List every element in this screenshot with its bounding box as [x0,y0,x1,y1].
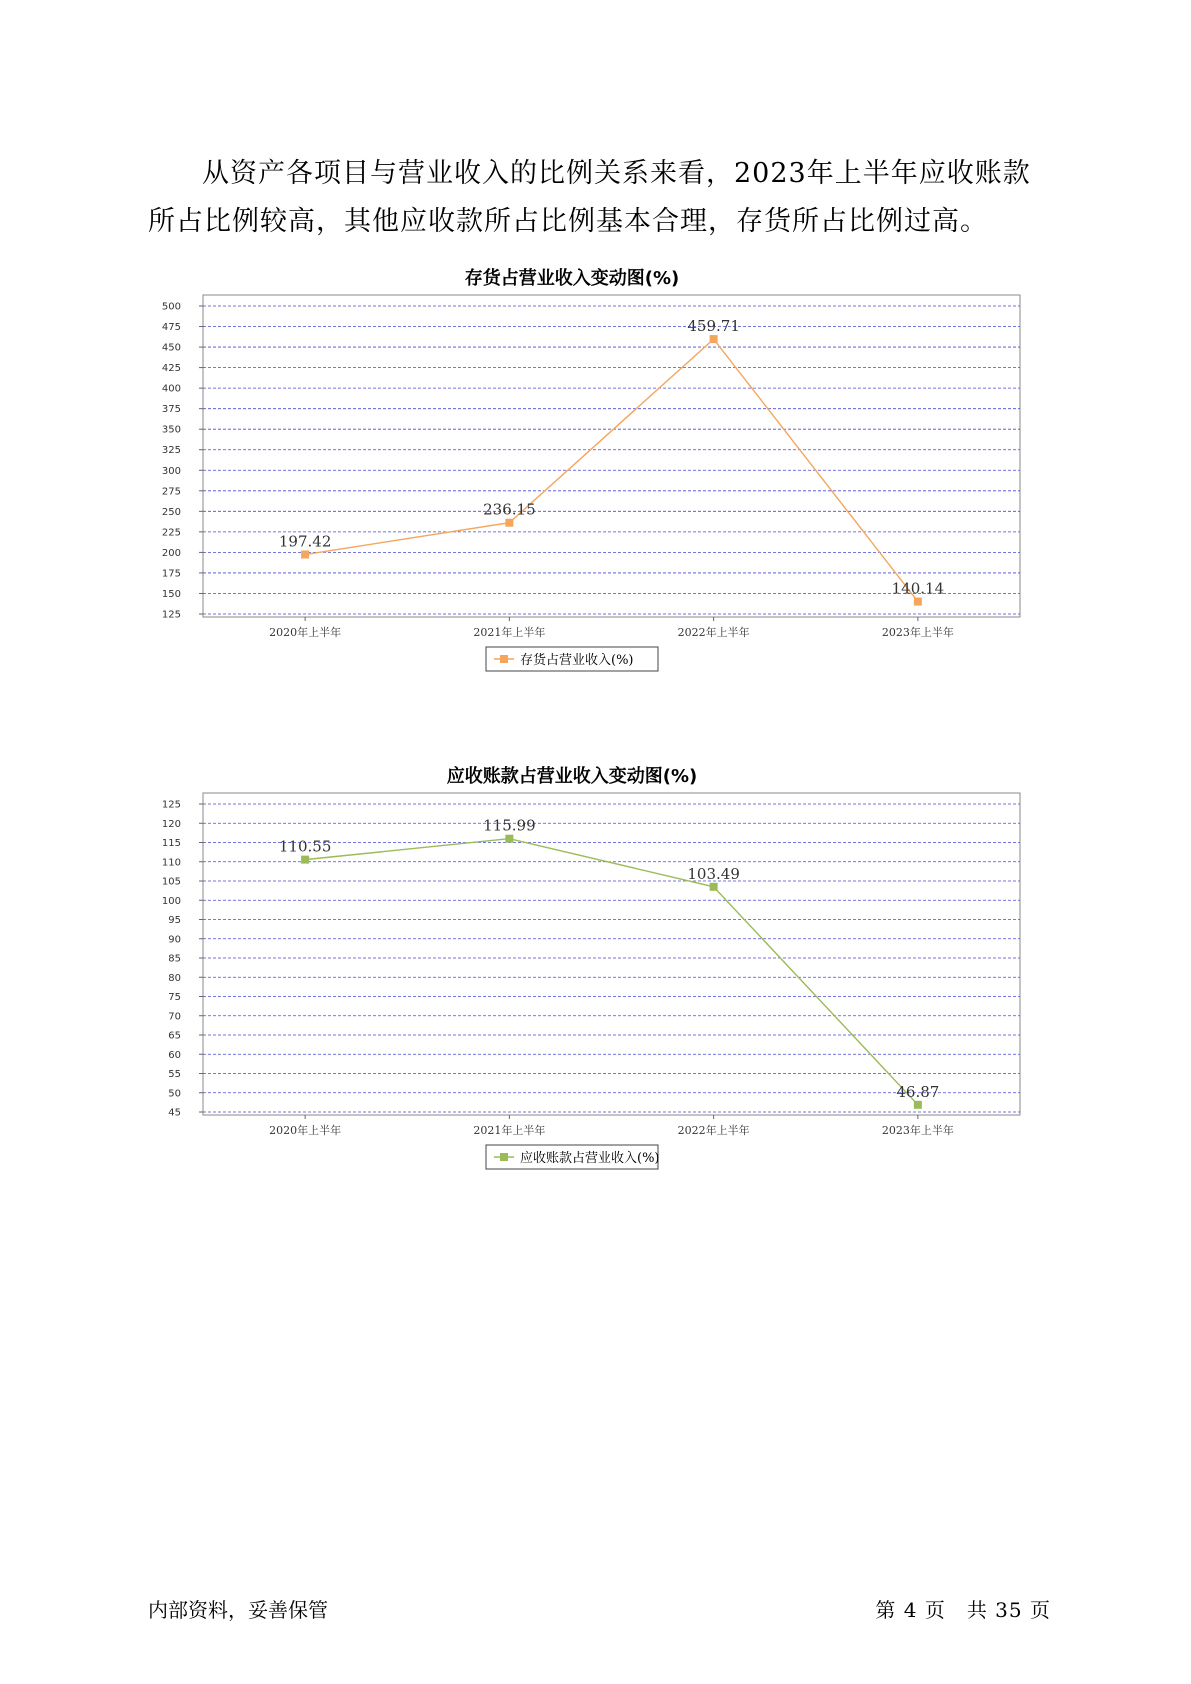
chart1-x-tick-label: 2020年上半年 [269,1124,342,1137]
chart1-data-label: 110.55 [278,837,332,856]
chart0-title: 存货占营业收入变动图(%) [464,268,680,289]
chart1-x-tick-label: 2023年上半年 [881,1124,954,1137]
chart1-legend-label: 应收账款占营业收入(%) [520,1151,660,1166]
chart0-y-tick-label: 450 [161,342,181,354]
chart0-data-point [301,551,309,559]
chart1-y-tick-label: 110 [161,857,181,869]
chart0-data-label: 197.42 [278,532,332,551]
chart1-y-tick-label: 90 [168,934,181,946]
chart0-data-label: 459.71 [687,317,740,336]
chart0-data-point [914,598,922,606]
chart0-x-tick-label: 2023年上半年 [881,626,954,639]
chart1-y-tick-label: 80 [168,972,181,984]
intro-paragraph [148,150,1048,246]
chart0-y-tick-label: 325 [161,445,181,457]
chart0-y-tick-label: 200 [161,547,181,559]
chart1-y-tick-label: 65 [168,1030,181,1042]
receivables-ratio-chart [150,760,1030,1220]
chart1-data-point [505,835,513,843]
chart1-y-tick-label: 105 [161,876,181,888]
chart0-y-tick-label: 500 [161,301,181,313]
chart0-x-tick-label: 2022年上半年 [677,626,750,639]
chart1-y-tick-label: 60 [168,1049,181,1061]
chart1-y-tick-label: 55 [168,1069,181,1080]
chart0-y-tick-label: 350 [161,424,181,436]
chart1-y-tick-label: 120 [161,818,181,830]
chart1-legend-marker [500,1153,508,1161]
chart0-data-label: 236.15 [483,500,536,519]
inventory-ratio-chart-svg [150,262,1030,722]
inventory-ratio-chart [150,262,1030,722]
chart1-data-point [710,883,718,891]
chart1-data-point [301,856,309,864]
chart1-data-point [914,1101,922,1109]
footer-page-number: 第 4 页 共 35 页 [875,1598,1051,1622]
footer-confidential: 内部资料，妥善保管 [148,1598,328,1622]
chart1-x-tick-label: 2022年上半年 [677,1124,750,1137]
chart1-title: 应收账款占营业收入变动图(%) [446,766,698,787]
chart1-y-tick-label: 45 [168,1107,181,1119]
chart0-legend-label: 存货占营业收入(%) [520,653,634,668]
paragraph-text: 从资产各项目与营业收入的比例关系来看，2023年上半年应收账款所占比例较高，其他应收款所占比例基本合理，存货所占比例过高。 [148,158,1031,237]
chart1-y-tick-label: 70 [168,1011,181,1023]
chart0-legend-marker [500,655,508,663]
chart1-y-tick-label: 115 [161,838,181,849]
chart0-y-tick-label: 375 [161,404,181,416]
chart0-y-tick-label: 150 [161,588,181,600]
chart1-y-tick-label: 85 [168,953,181,965]
chart1-x-tick-label: 2021年上半年 [473,1124,546,1137]
chart0-y-tick-label: 250 [161,506,181,518]
chart1-y-tick-label: 100 [161,895,181,907]
chart0-y-tick-label: 175 [161,568,181,580]
chart0-data-point [505,519,513,527]
chart0-y-tick-label: 475 [161,322,181,334]
chart0-y-tick-label: 400 [161,383,181,395]
chart0-y-tick-label: 300 [161,465,181,477]
chart0-data-label: 140.14 [891,579,945,598]
chart0-x-tick-label: 2021年上半年 [473,626,546,639]
chart1-data-label: 103.49 [687,864,740,883]
chart0-y-tick-label: 225 [161,527,181,539]
chart0-data-point [710,335,718,343]
chart1-y-tick-label: 125 [161,799,181,811]
chart0-y-tick-label: 125 [161,609,181,621]
chart0-x-tick-label: 2020年上半年 [269,626,342,639]
receivables-ratio-chart-svg [150,760,1030,1220]
chart1-y-tick-label: 95 [168,915,181,926]
chart1-y-tick-label: 50 [168,1088,181,1100]
chart1-y-tick-label: 75 [168,992,181,1003]
chart0-y-tick-label: 425 [161,363,181,375]
chart1-data-label: 46.87 [896,1082,940,1101]
chart0-plot-frame [203,295,1020,617]
chart0-y-tick-label: 275 [161,486,181,498]
chart1-data-label: 115.99 [483,816,536,835]
